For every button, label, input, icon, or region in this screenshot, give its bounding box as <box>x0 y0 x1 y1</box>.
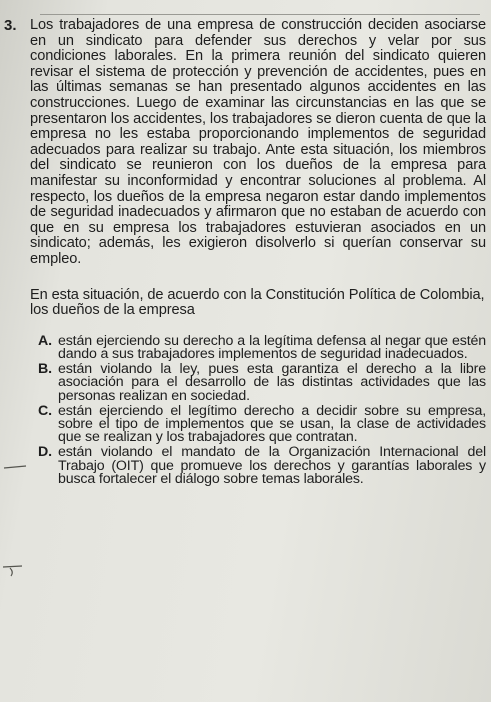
pencil-mark-d <box>2 563 30 577</box>
option-b-letter: B. <box>38 361 52 378</box>
option-a-letter: A. <box>38 332 52 349</box>
question-stem <box>30 18 486 268</box>
option-b[interactable] <box>38 363 486 403</box>
option-d[interactable] <box>38 446 486 486</box>
question-text: Los trabajadores de una empresa de construcción deciden asociarse en un sindicato para defender sus derechos y velar por sus condiciones laborales. En la primera reunión del sindicato quieren revisar el sistema de protección y prevención de accidentes, pues en las últimas semanas se han presentado algunos accidentes en las construcciones. Luego de examinar las circunstancias en las que se presentaron los accidentes, los trabajadores se dieron cuenta de que la empresa no les estaba proporcionando implementos de seguridad adecuados para realizar su trabajo. Ante esta situación, los miembros del sindicato se reunieron con los dueños de la empresa para manifestar su inconformidad y encontrar soluciones al problema. Al respecto, los dueños de la empresa negaron estar dando implementos de seguridad inadecuados y afirmaron que no estaban de acuerdo con que en su empresa los trabajadores estuvieran asociados en un sindicato; además, les exigieron disolverlo si querían conservar su empleo. <box>30 17 486 267</box>
question-prompt: En esta situación, de acuerdo con la Constitución Política de Colombia, los dueños de la empresa <box>30 286 485 319</box>
option-d-text: están violando el mandato de la Organización Internacional del Trabajo (OIT) que promueve los derechos y garantías laborales y busca fortalecer el diálogo sobre temas laborales. <box>58 444 486 487</box>
option-c[interactable] <box>38 402 486 446</box>
top-divider <box>40 14 480 15</box>
option-a-text: están ejerciendo su derecho a la legítima defensa al negar que estén dando a sus trabajadores implementos de seguridad inadecuados. <box>58 332 486 362</box>
answer-options <box>38 332 486 487</box>
option-d-letter: D. <box>38 444 52 461</box>
option-c-letter: C. <box>38 402 52 419</box>
question-block <box>4 18 486 486</box>
option-b-text: están violando la ley, pues esta garantiza el derecho a la libre asociación para el desarrollo de las distintas actividades que las personas realizan en sociedad. <box>58 361 486 404</box>
option-a[interactable] <box>38 332 486 362</box>
question-number: 3. <box>4 17 17 34</box>
option-c-text: están ejerciendo el legítimo derecho a decidir sobre su empresa, sobre el tipo de implementos que se usan, la clase de actividades que se realizan y los trabajadores que contratan. <box>58 402 486 446</box>
